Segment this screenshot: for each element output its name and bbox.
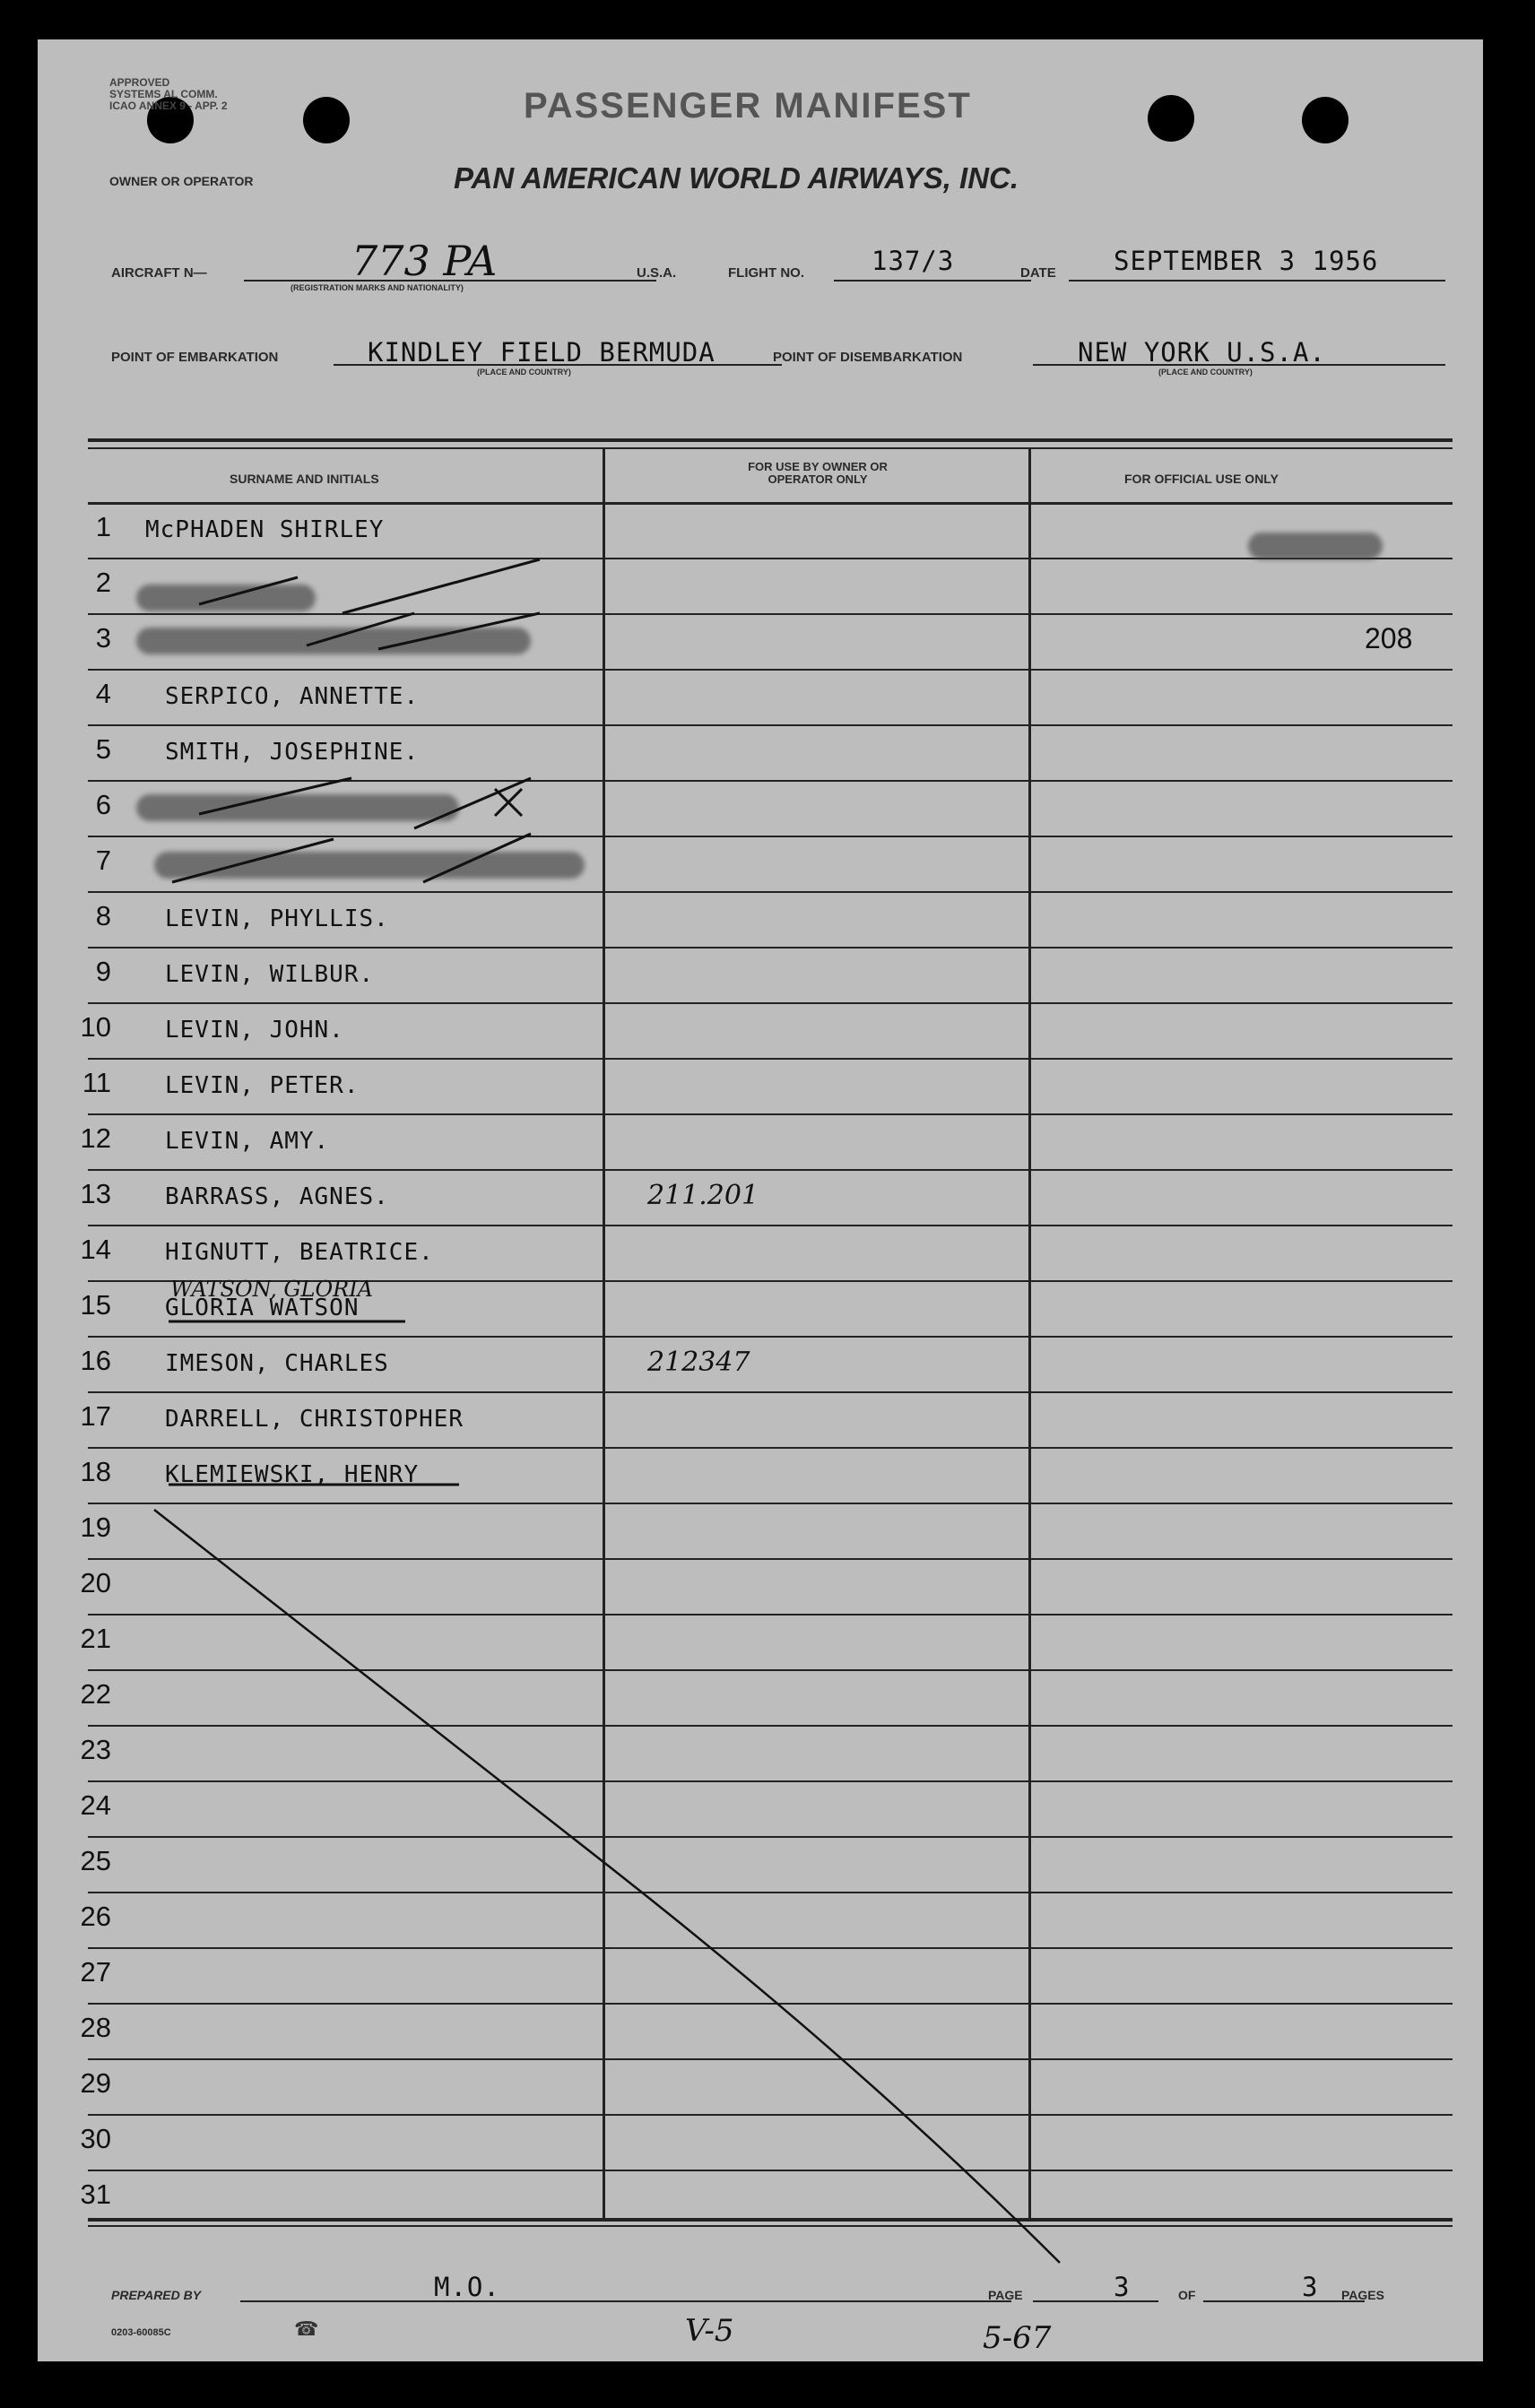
date-label: DATE <box>1020 265 1056 281</box>
embark-value: KINDLEY FIELD BERMUDA <box>368 337 715 368</box>
row-number: 12 <box>80 1122 111 1154</box>
row-number: 8 <box>95 900 111 931</box>
passenger-name: LEVIN, PETER. <box>165 1072 360 1099</box>
row-number: 24 <box>80 1789 111 1821</box>
page-underline <box>1033 2300 1158 2302</box>
row-number: 18 <box>80 1456 111 1487</box>
disembark-place-caption: (PLACE AND COUNTRY) <box>1158 368 1253 377</box>
form-title: PASSENGER MANIFEST <box>524 86 972 126</box>
row-number: 16 <box>80 1345 111 1376</box>
row-number: 6 <box>95 789 111 820</box>
row-number: 1 <box>95 511 111 542</box>
page-label: PAGE <box>988 2288 1023 2302</box>
disembark-label: POINT OF DISEMBARKATION <box>773 350 963 365</box>
row-number: 30 <box>80 2123 111 2154</box>
handwritten-marks <box>38 39 1483 2361</box>
phone-icon: ☎ <box>294 2318 319 2341</box>
flight-label: FLIGHT NO. <box>728 265 804 281</box>
row-number: 25 <box>80 1845 111 1876</box>
prepared-underline <box>240 2300 1011 2302</box>
correction-row-15: WATSON, GLORIA <box>170 1277 374 1302</box>
aircraft-label: AIRCRAFT N— <box>111 265 207 281</box>
col-header-surname: SURNAME AND INITIALS <box>230 472 379 486</box>
row-number: 28 <box>80 2012 111 2043</box>
strike-row-2a <box>199 577 298 604</box>
owner-note: 212347 <box>647 1347 750 1378</box>
of-label: OF <box>1178 2288 1196 2302</box>
flight-value: 137/3 <box>872 246 955 276</box>
usa-label: U.S.A. <box>637 265 677 281</box>
row-number: 17 <box>80 1400 111 1432</box>
row-number: 9 <box>95 956 111 987</box>
strike-row-6a <box>199 778 351 814</box>
col-header-owner: FOR USE BY OWNER OR OPERATOR ONLY <box>748 460 888 486</box>
strike-row-2b <box>343 559 540 613</box>
row-number: 13 <box>80 1178 111 1209</box>
passenger-name: KLEMIEWSKI, HENRY <box>165 1461 420 1488</box>
manifest-sheet <box>38 39 1483 2361</box>
row-number: 4 <box>95 678 111 709</box>
passenger-name: LEVIN, AMY. <box>165 1128 330 1155</box>
embark-label: POINT OF EMBARKATION <box>111 350 279 365</box>
row-number: 5 <box>95 733 111 765</box>
disembark-value: NEW YORK U.S.A. <box>1078 337 1326 368</box>
hand-note-2: 5-67 <box>983 2320 1052 2356</box>
passenger-name: LEVIN, JOHN. <box>165 1017 344 1044</box>
pages-label: PAGES <box>1341 2288 1384 2302</box>
row-number: 29 <box>80 2067 111 2099</box>
registration-caption: (REGISTRATION MARKS AND NATIONALITY) <box>291 283 464 292</box>
prepared-value: M.O. <box>434 2272 500 2302</box>
strike-row-6b <box>414 778 531 828</box>
strike-row-3b <box>378 613 540 649</box>
row-number: 23 <box>80 1734 111 1765</box>
strike-row-7a <box>172 839 334 882</box>
airline-name: PAN AMERICAN WORLD AIRWAYS, INC. <box>454 161 1019 195</box>
row-number: 27 <box>80 1956 111 1988</box>
void-diagonal-line <box>154 1510 1060 2263</box>
row-number: 20 <box>80 1567 111 1598</box>
official-note: 208 <box>1365 622 1413 654</box>
pages-value: 3 <box>1302 2272 1319 2302</box>
row-number: 2 <box>95 567 111 598</box>
row-number: 15 <box>80 1289 111 1321</box>
passenger-name: LEVIN, WILBUR. <box>165 961 375 988</box>
row-number: 19 <box>80 1511 111 1543</box>
date-value: SEPTEMBER 3 1956 <box>1114 246 1379 276</box>
passenger-name: McPHADEN SHIRLEY <box>145 516 385 543</box>
hand-note-1: V-5 <box>685 2313 734 2349</box>
row-number: 10 <box>80 1011 111 1043</box>
passenger-name: HIGNUTT, BEATRICE. <box>165 1239 434 1266</box>
approval-line-1: APPROVED <box>109 76 170 89</box>
row-number: 26 <box>80 1901 111 1932</box>
row-number: 14 <box>80 1234 111 1265</box>
approval-line-2: SYSTEMS AL COMM. <box>109 88 218 100</box>
col-header-official: FOR OFFICIAL USE ONLY <box>1124 472 1279 486</box>
row-number: 11 <box>82 1067 111 1098</box>
passenger-name: GLORIA WATSON <box>165 1295 360 1321</box>
row-number: 22 <box>80 1678 111 1710</box>
form-code: 0203-60085C <box>111 2327 171 2338</box>
row-number: 31 <box>80 2178 111 2210</box>
approval-line-3: ICAO ANNEX 9 - APP. 2 <box>109 100 228 112</box>
strike-row-3a <box>307 613 414 645</box>
page-value: 3 <box>1114 2272 1131 2302</box>
passenger-name: SMITH, JOSEPHINE. <box>165 739 420 766</box>
passenger-name: BARRASS, AGNES. <box>165 1183 389 1210</box>
row-number: 7 <box>95 845 111 876</box>
embark-place-caption: (PLACE AND COUNTRY) <box>477 368 571 377</box>
passenger-name: DARRELL, CHRISTOPHER <box>165 1406 464 1433</box>
passenger-name: LEVIN, PHYLLIS. <box>165 905 389 932</box>
aircraft-value: 773 PA <box>351 237 498 285</box>
prepared-label: PREPARED BY <box>111 2288 202 2302</box>
owner-note: 211.201 <box>647 1180 759 1211</box>
passenger-name: SERPICO, ANNETTE. <box>165 683 420 710</box>
strike-row-7b <box>423 834 531 882</box>
pages-underline <box>1203 2300 1365 2302</box>
passenger-name: IMESON, CHARLES <box>165 1350 389 1377</box>
owner-label: OWNER OR OPERATOR <box>109 174 254 188</box>
row-number: 21 <box>80 1623 111 1654</box>
row-number: 3 <box>95 622 111 654</box>
x-mark-row-6 <box>495 789 522 816</box>
